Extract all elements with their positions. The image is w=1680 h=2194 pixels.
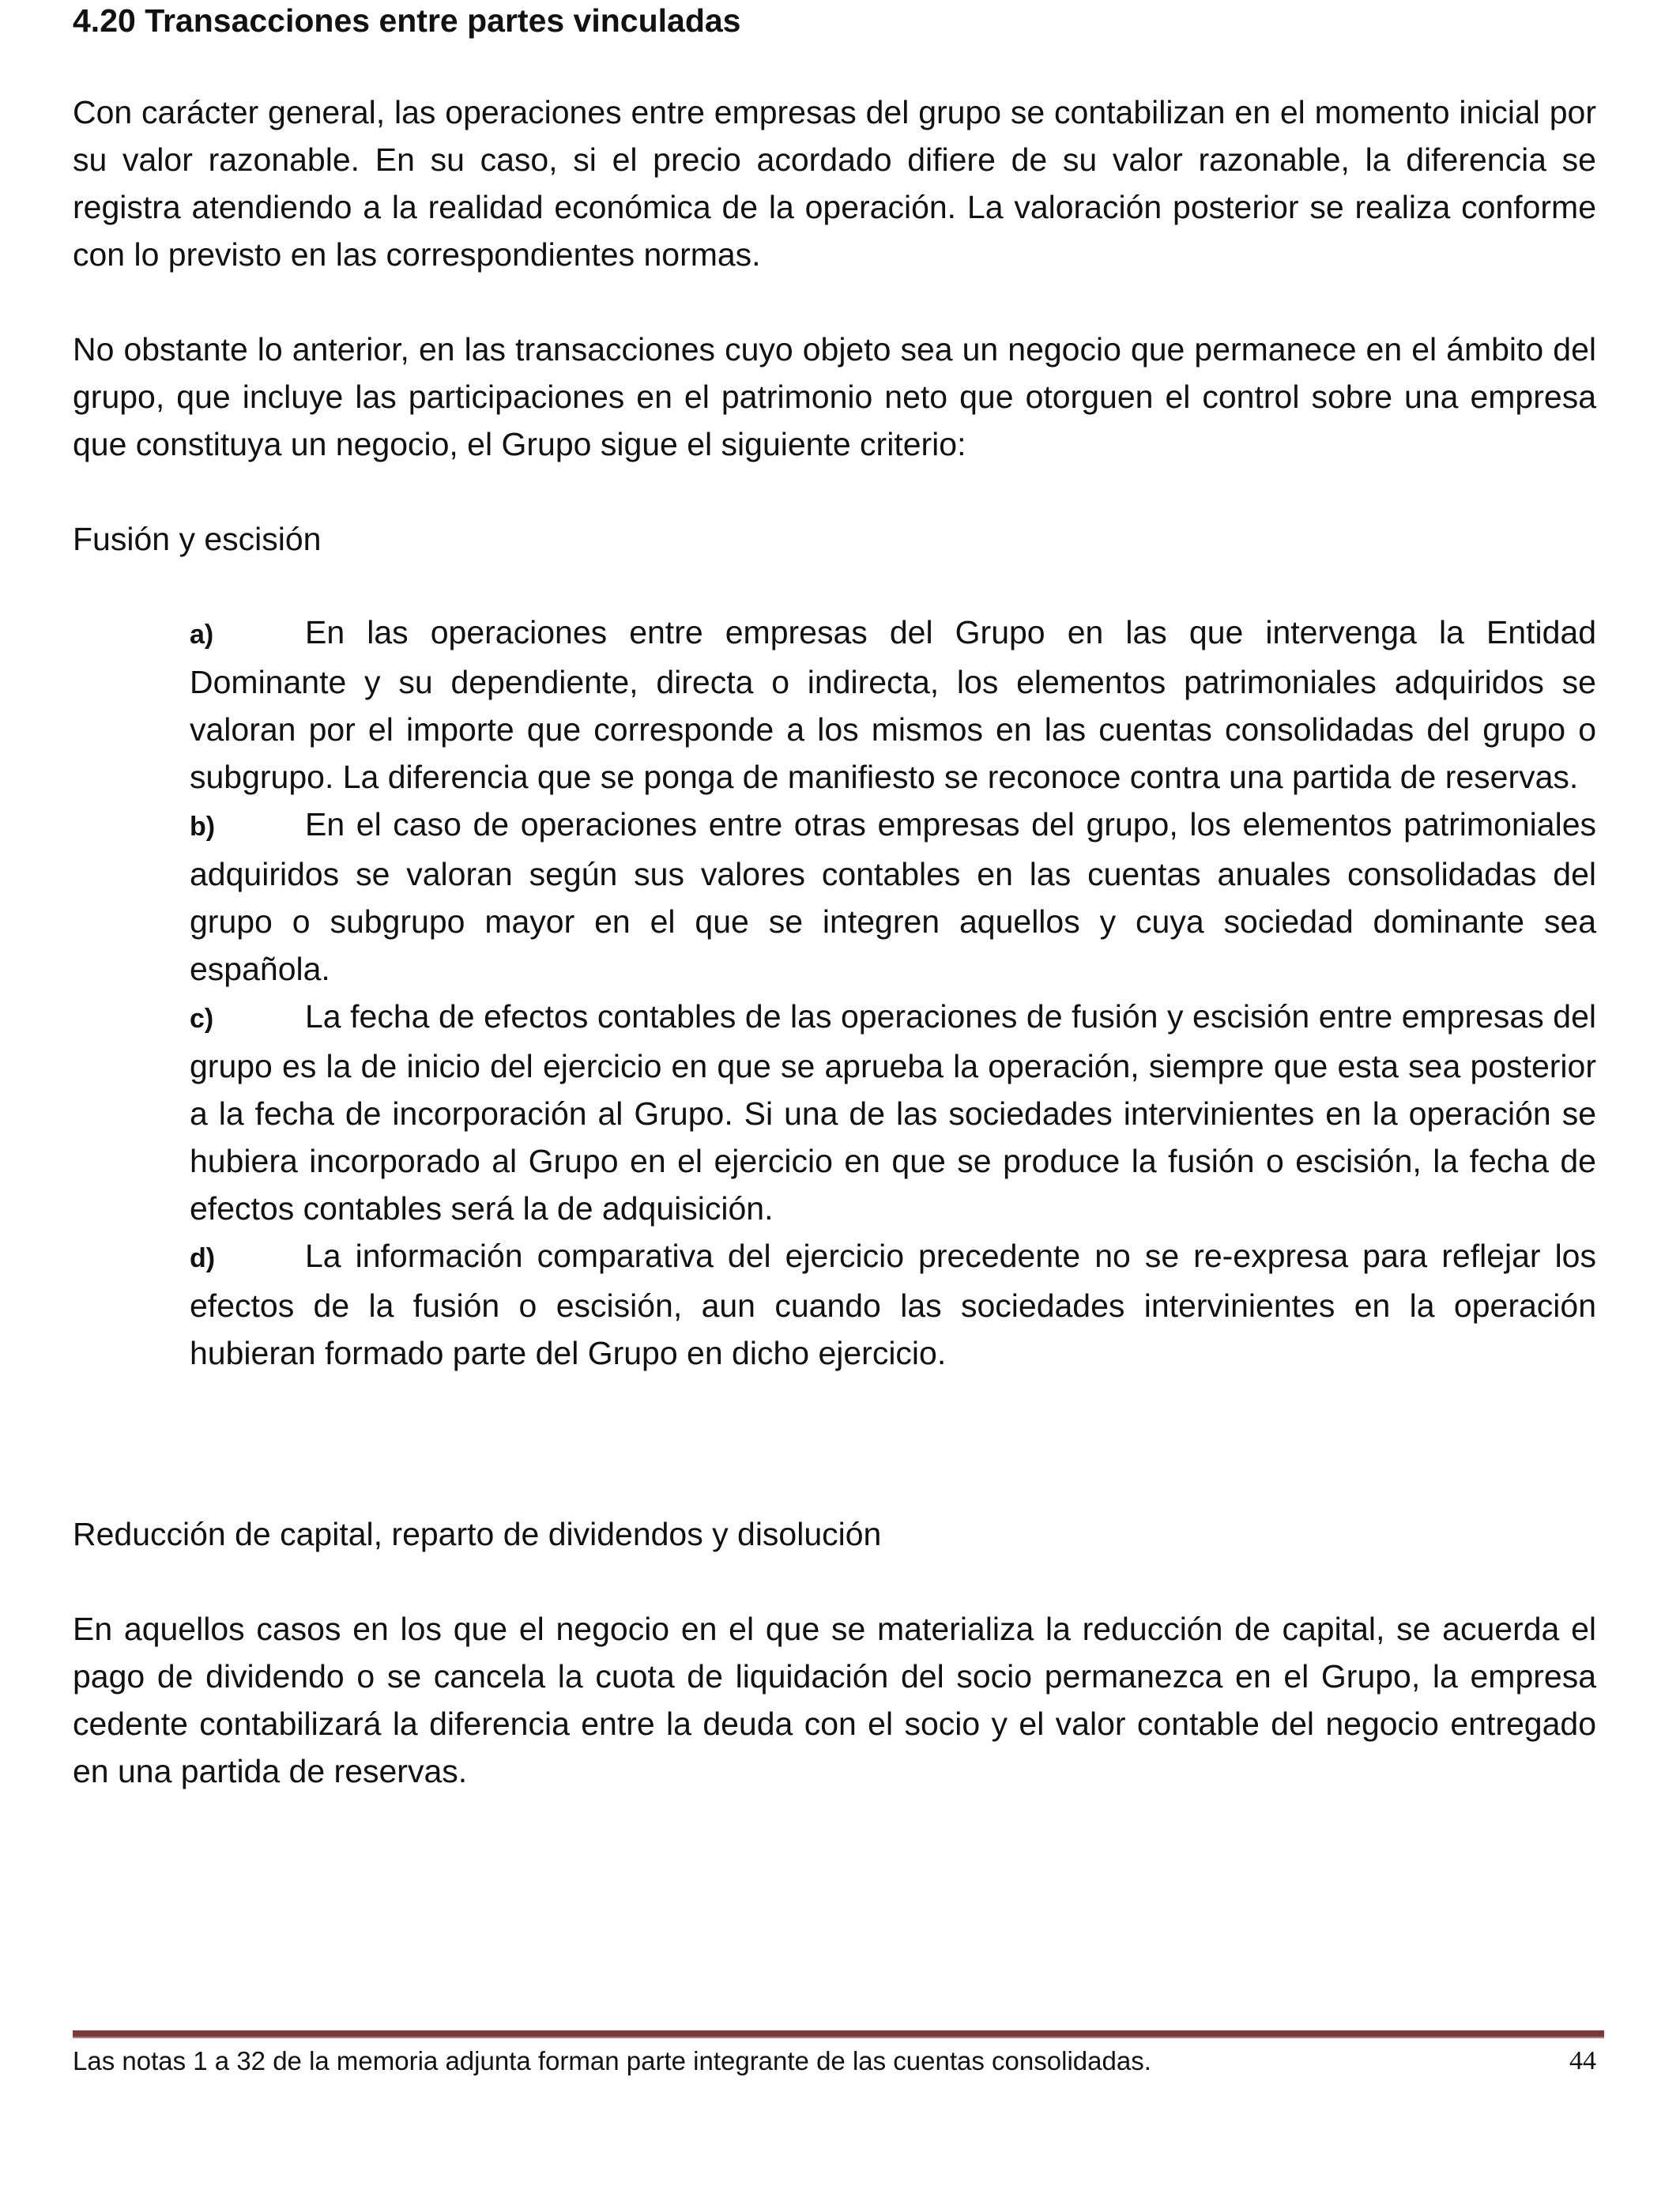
section-title: 4.20 Transacciones entre partes vinculadas (73, 2, 741, 39)
list-item-text: La información comparativa del ejercicio precedente no se re-expresa para reflejar los efectos de la fusión o escisión, aun cuando las sociedades intervinientes en la operación hubieran formado parte del Grupo en dicho ejercicio. (190, 1238, 1596, 1371)
list-item-a (190, 609, 1596, 801)
list-item-d (190, 1232, 1596, 1377)
paragraph-reduccion: En aquellos casos en los que el negocio en el que se materializa la reducción de capital, se acuerda el pago de dividendo o se cancela la cuota de liquidación del socio permanezca en el Grupo, la empresa cedente contabilizará la diferencia entre la deuda con el socio y el valor contable del negocio entregado en una partida de reservas. (73, 1611, 1596, 1789)
list-item-text: En el caso de operaciones entre otras empresas del grupo, los elementos patrimoniales adquiridos se valoran según sus valores contables en las cuentas anuales consolidadas del grupo o subgrupo mayor en el que se integren aquellos y cuya sociedad dominante sea española. (190, 806, 1596, 987)
footer-divider (73, 2030, 1604, 2038)
list-item-b (190, 801, 1596, 993)
list-marker: d) (190, 1243, 216, 1273)
document-page (73, 0, 1596, 2194)
list-marker: a) (190, 620, 214, 650)
list-marker: c) (190, 1004, 214, 1034)
list-item-text: En las operaciones entre empresas del Grupo en las que intervenga la Entidad Dominante y su dependiente, directa o indirecta, los elementos patrimoniales adquiridos se valoran por el importe que corresponde a los mismos en las cuentas consolidadas del grupo o subgrupo. La diferencia que se ponga de manifiesto se reconoce contra una partida de reservas. (190, 614, 1596, 795)
list-item-text: La fecha de efectos contables de las operaciones de fusión y escisión entre empresas del grupo es la de inicio del ejercicio en que se aprueba la operación, siempre que esta sea posterior a la fecha de incorporación al Grupo. Si una de las sociedades intervinientes en la operación se hubiera incorporado al Grupo en el ejercicio en que se produce la fusión o escisión, la fecha de efectos contables será la de adquisición. (190, 998, 1596, 1227)
list-item-c (190, 993, 1596, 1232)
fusion-criteria-list (190, 609, 1596, 1377)
page-number: 44 (1569, 2046, 1596, 2075)
list-marker: b) (190, 812, 216, 842)
paragraph-exception: No obstante lo anterior, en las transacciones cuyo objeto sea un negocio que permanece en el ámbito del grupo, que incluye las participaciones en el patrimonio neto que otorguen el control sobre una empresa que constituya un negocio, el Grupo sigue el siguiente criterio: (73, 331, 1596, 462)
footer-note: Las notas 1 a 32 de la memoria adjunta forman parte integrante de las cuentas consolidadas. (73, 2046, 1151, 2075)
paragraph-general: Con carácter general, las operaciones entre empresas del grupo se contabilizan en el momento inicial por su valor razonable. En su caso, si el precio acordado difiere de su valor razonable, la diferencia se registra atendiendo a la realidad económica de la operación. La valoración posterior se realiza conforme con lo previsto en las correspondientes normas. (73, 94, 1596, 273)
subheading-reduccion: Reducción de capital, reparto de dividendos y disolución (73, 1516, 882, 1552)
subheading-fusion: Fusión y escisión (73, 521, 322, 557)
